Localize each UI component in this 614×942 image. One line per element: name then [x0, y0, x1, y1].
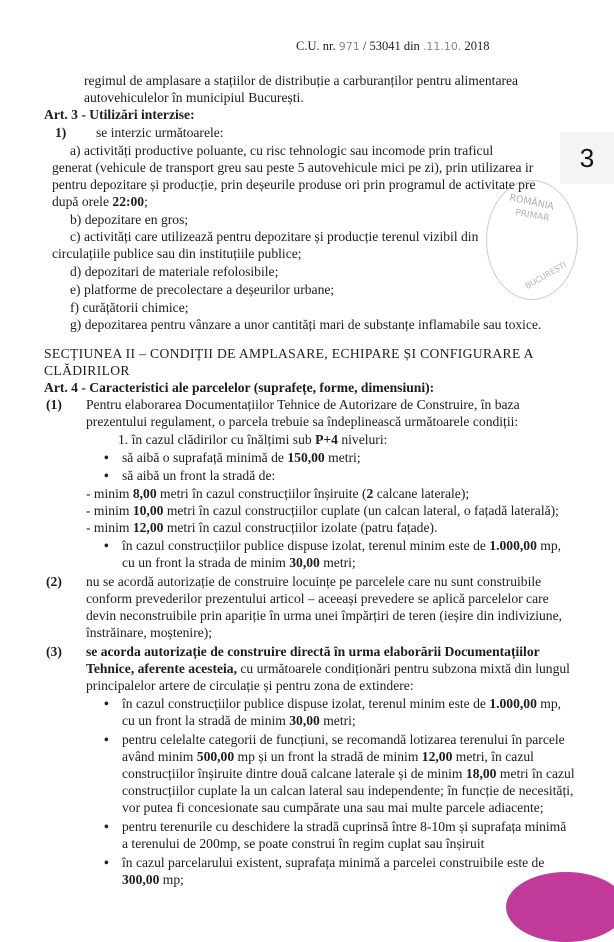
- bullet-line: [122, 695, 561, 712]
- bold-text: 18,00: [465, 766, 497, 781]
- text: metri;: [319, 713, 356, 728]
- magenta-corner-shape: [506, 872, 614, 942]
- text: - minim: [86, 486, 133, 501]
- bold-text: 8,00: [132, 486, 157, 501]
- line: [122, 765, 575, 782]
- text: metri;: [324, 450, 361, 465]
- text: metri în cazul: [496, 766, 575, 781]
- line: [122, 748, 534, 765]
- text: mp;: [159, 872, 184, 887]
- page-number-tab: 3: [560, 132, 614, 184]
- bold-text: 30,00: [289, 555, 320, 570]
- line: principalelor artere de circulație și pentru zona de extindere:: [86, 678, 414, 693]
- bullet-line: • să aibă un front la stradă de:: [122, 467, 275, 484]
- text: - minim: [86, 503, 133, 518]
- text: cu un front la strada de minim: [122, 555, 290, 570]
- bold-text: 10,00: [132, 503, 164, 518]
- line: d) depozitari de materiale refolosibile;: [70, 264, 279, 279]
- article-heading: Art. 3 - Utilizări interzise:: [44, 107, 195, 122]
- text: ;: [144, 194, 148, 209]
- text: mp,: [536, 696, 562, 711]
- line: prezentului regulament, o parcela trebuie sa îndeplinească următoarele condiții:: [86, 414, 519, 429]
- text: 1. în cazul clădirilor cu înălțimi sub: [118, 432, 316, 447]
- paragraph-number: (1): [46, 397, 62, 412]
- year: 2018: [464, 39, 490, 53]
- bold-text: 22:00: [112, 194, 145, 209]
- line: e) platforme de precolectare a deșeurilor urbane;: [70, 282, 335, 297]
- text: după orele: [52, 194, 113, 209]
- line: [122, 871, 184, 888]
- stamp-text-1: ROMÂNIA: [508, 192, 555, 213]
- line: regimul de amplasare a stațiilor de distribuție a carburanților pentru alimentarea: [84, 73, 519, 88]
- text: niveluri:: [337, 432, 388, 447]
- bold-text: 1.000,00: [489, 696, 537, 711]
- bullet-line: • pentru celelalte categorii de funcțiuni, se recomandă lotizarea terenului în parcele: [122, 731, 565, 748]
- line: nu se acordă autorizație de construire locuințe pe parcelele care nu sunt construibile: [86, 574, 542, 589]
- text: cu un front la stradă de minim: [122, 713, 290, 728]
- paragraph-number: (3): [46, 644, 62, 659]
- line: generat (vehicule de transport greu sau peste 5 autovehicule mici pe zi), prin utilizarea ir: [52, 160, 534, 175]
- text: metri în cazul construcțiilor izolate (patru fațade).: [163, 520, 438, 535]
- line: f) curățătorii chimice;: [70, 300, 189, 315]
- date-handwritten: .11.10.: [422, 40, 462, 53]
- bold-text: 30,00: [289, 713, 320, 728]
- line: Pentru elaborarea Documentațiilor Tehnice de Autorizare de Construire, în baza: [86, 397, 520, 412]
- line: [86, 502, 559, 519]
- bullet-line: [122, 537, 561, 554]
- line: devin neconstruibile prin apariție în urma unei împărțiri de teren (ieșire din indiviziune,: [86, 608, 563, 623]
- text: să aibă o suprafață minimă de: [122, 450, 288, 465]
- line: [52, 193, 148, 210]
- line: se interzic următoarele:: [96, 125, 224, 140]
- text: construcțiilor înșiruite dintre două calcane laterale și de minim: [122, 766, 466, 781]
- cu-header: [296, 38, 490, 55]
- line: circulațiile publice sau din instituțiile publice;: [52, 246, 302, 261]
- text: calcane laterale);: [373, 486, 470, 501]
- line: [122, 712, 356, 729]
- stamp-text-2: PRIMAR: [514, 208, 551, 224]
- article-heading: Art. 4 - Caracteristici ale parcelelor (suprafețe, forme, dimensiuni):: [44, 380, 435, 395]
- line: vor putea fi concesionate sau cumpărate una sau mai multe parcele adiacente;: [122, 800, 544, 815]
- text: cu următoarele condiționări pentru subzona mixtă din lungul: [237, 661, 570, 676]
- text: în cazul construcțiilor publice dispuse izolat, terenul minim este de: [122, 696, 490, 711]
- section-heading: CLĂDIRILOR: [44, 363, 130, 378]
- bold-text: Tehnice, aferente acesteia,: [86, 661, 237, 676]
- text: mp,: [536, 538, 562, 553]
- line: [86, 660, 570, 677]
- line: înstrăinare, moștenire);: [86, 625, 213, 640]
- line: a) activități productive poluante, cu risc tehnologic sau incomode prin traficul: [70, 143, 494, 158]
- text: în cazul construcțiilor publice dispuse izolat, terenul minim este de: [122, 538, 490, 553]
- bullet-line: [122, 449, 361, 466]
- bold-text: 500,00: [196, 749, 235, 764]
- bold-text: 12,00: [421, 749, 453, 764]
- line: [86, 519, 437, 536]
- line: autovehiculelor în municipiul București.: [84, 90, 304, 105]
- cu-prefix: C.U. nr.: [296, 39, 336, 53]
- line: c) activități care utilizează pentru depozitare și producție terenul vizibil din: [70, 229, 479, 244]
- bullet-line: • în cazul parcelarului existent, suprafața minimă a parcelei construibile este de: [122, 854, 544, 871]
- line: [122, 554, 356, 571]
- bold-text: 2: [366, 486, 374, 501]
- official-stamp: [486, 180, 578, 300]
- text: având minim: [122, 749, 197, 764]
- bullet-line: • pentru terenurile cu deschidere la stradă cuprinsă între 8-10m și suprafața minimă: [122, 818, 566, 835]
- paragraph-number: (2): [46, 574, 62, 589]
- line: pentru depozitare și producție, prin deșeurile produse ori prin programul de activitate pre: [52, 177, 536, 192]
- text: metri în cazul construcțiilor înșiruite (: [156, 486, 367, 501]
- bold-text: 1.000,00: [489, 538, 537, 553]
- cu-number-handwritten: 971: [338, 40, 360, 53]
- bold-text: 150,00: [287, 450, 325, 465]
- line: construcțiilor cuplate la un calcan lateral sau independente; în funcție de necesități,: [122, 783, 574, 798]
- line: a terenului de 200mp, se poate construi în regim cuplat sau înșiruit: [122, 836, 485, 851]
- stamp-text-3: BUCUREȘTI: [523, 260, 568, 291]
- line: conform prevederilor prezentului articol – aceeași prevedere se aplică parcelelor care: [86, 591, 549, 606]
- cu-registration: / 53041 din: [362, 39, 420, 53]
- bold-text: P+4: [315, 432, 338, 447]
- text: metri, în cazul: [452, 749, 534, 764]
- section-heading: SECȚIUNEA II – CONDIȚII DE AMPLASARE, ECHIPARE ȘI CONFIGURARE A: [44, 346, 534, 361]
- line: se acorda autorizație de construire directă în urma elaborării Documentațiilor: [86, 644, 540, 659]
- text: - minim: [86, 520, 133, 535]
- bold-text: 12,00: [132, 520, 164, 535]
- line: [118, 431, 387, 448]
- text: metri în cazul construcțiilor cuplate (un calcan lateral, o fațadă laterală);: [163, 503, 559, 518]
- item-number: 1): [55, 125, 67, 140]
- bold-text: 300,00: [122, 872, 160, 887]
- line: [86, 485, 469, 502]
- text: metri;: [319, 555, 356, 570]
- line: b) depozitare en gros;: [70, 212, 189, 227]
- text: mp și un front la stradă de minim: [234, 749, 422, 764]
- line: g) depozitarea pentru vânzare a unor cantități mari de substanțe inflamabile sau toxice.: [70, 317, 542, 332]
